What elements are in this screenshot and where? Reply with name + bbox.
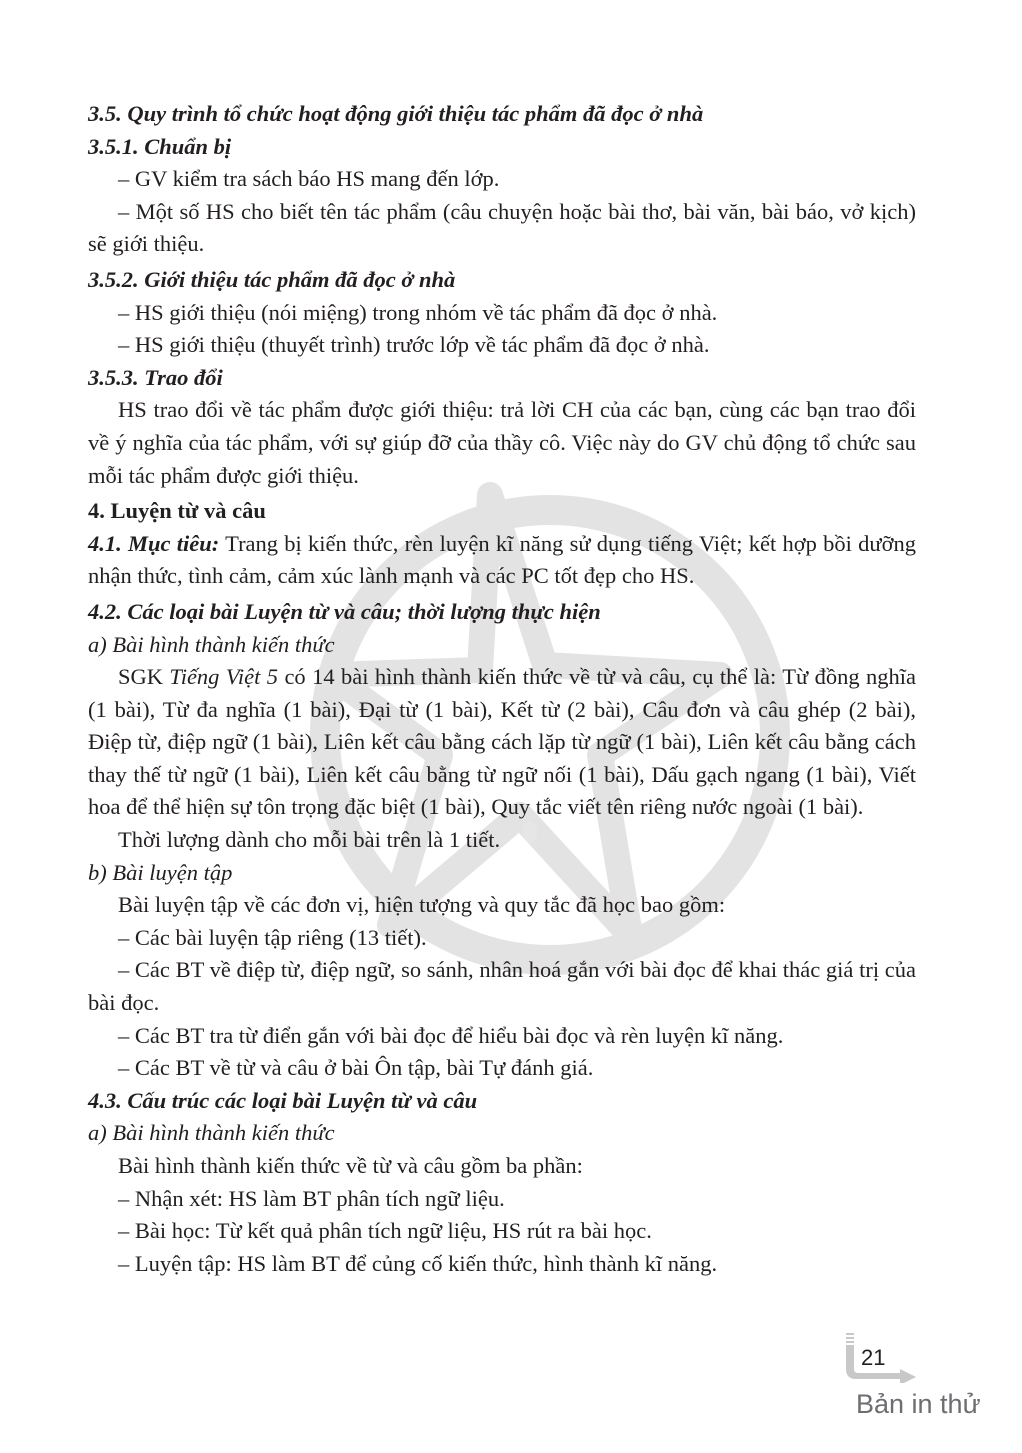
list-item: – Các BT về từ và câu ở bài Ôn tập, bài Tự đánh giá. <box>118 1055 594 1081</box>
para-rest: có 14 bài hình thành kiến thức về từ và câu, cụ thể là: Từ đồng nghĩa (1 bài), Từ đa nghĩa (1 bài), Đại từ (1 bài), Kết từ (2 bài), Câu đơn và câu ghép (2 bài), Điệp từ, điệp ngữ (1 bài), Liên kết câu bằng cách lặp từ ngữ (1 bài), Liên kết câu bằng cách thay thế từ ngữ (1 bài), Liên kết câu bằng từ ngữ nối (1 bài), Dấu gạch ngang (1 bài), Viết hoa để thể hiện sự tôn trọng đặc biệt (1 bài), Quy tắc viết tên riêng nước ngoài (1 bài). <box>88 664 916 820</box>
subheading-a: a) Bài hình thành kiến thức <box>88 631 335 657</box>
subheading-b: b) Bài luyện tập <box>88 859 233 885</box>
heading-4-2: 4.2. Các loại bài Luyện từ và câu; thời lượng thực hiện <box>88 598 601 624</box>
goal-label: 4.1. Mục tiêu: <box>88 530 220 556</box>
paragraph: Bài luyện tập về các đơn vị, hiện tượng và quy tắc đã học bao gồm: <box>118 892 726 918</box>
paragraph <box>88 661 916 824</box>
list-item: – Luyện tập: HS làm BT để củng cố kiến thức, hình thành kĩ năng. <box>118 1250 718 1276</box>
page-number: 21 <box>861 1345 886 1370</box>
para-prefix: SGK <box>118 664 170 690</box>
paragraph: HS trao đổi về tác phẩm được giới thiệu: trả lời CH của các bạn, cùng các bạn trao đổi về ý nghĩa của tác phẩm, với sự giúp đỡ của thầy cô. Việc này do GV chủ động tổ chức sau mỗi tác phẩm được giới thiệu. <box>88 397 916 488</box>
heading-3-5-3: 3.5.3. Trao đổi <box>88 364 223 390</box>
list-item: – Một số HS cho biết tên tác phẩm (câu chuyện hoặc bài thơ, bài văn, bài báo, vở kịch) sẽ giới thiệu. <box>88 198 916 257</box>
list-item: – HS giới thiệu (thuyết trình) trước lớp về tác phẩm đã đọc ở nhà. <box>118 332 710 358</box>
list-item: – Các BT về điệp từ, điệp ngữ, so sánh, nhân hoá gắn với bài đọc để khai thác giá trị của bài đọc. <box>88 957 916 1016</box>
list-item: – Bài học: Từ kết quả phân tích ngữ liệu, HS rút ra bài học. <box>118 1218 652 1244</box>
paragraph: Bài hình thành kiến thức về từ và câu gồm ba phần: <box>118 1153 583 1178</box>
heading-3-5-1: 3.5.1. Chuẩn bị <box>88 133 232 159</box>
list-item: – Nhận xét: HS làm BT phân tích ngữ liệu. <box>118 1185 505 1211</box>
heading-4: 4. Luyện từ và câu <box>88 498 266 524</box>
list-item: – GV kiểm tra sách báo HS mang đến lớp. <box>118 166 500 192</box>
list-item: – Các bài luyện tập riêng (13 tiết). <box>118 924 427 950</box>
list-item: – HS giới thiệu (nói miệng) trong nhóm về tác phẩm đã đọc ở nhà. <box>118 299 718 325</box>
list-item: – Các BT tra từ điển gắn với bài đọc để hiểu bài đọc và rèn luyện kĩ năng. <box>118 1022 784 1048</box>
heading-4-3: 4.3. Cấu trúc các loại bài Luyện từ và câu <box>88 1087 478 1113</box>
subheading-a: a) Bài hình thành kiến thức <box>88 1120 335 1146</box>
goal-paragraph <box>88 528 916 593</box>
proof-label: Bản in thử <box>856 1389 981 1419</box>
book-title: Tiếng Việt 5 <box>169 664 279 690</box>
heading-3-5: 3.5. Quy trình tổ chức hoạt động giới thiệu tác phẩm đã đọc ở nhà <box>88 101 704 126</box>
heading-3-5-2: 3.5.2. Giới thiệu tác phẩm đã đọc ở nhà <box>88 266 456 292</box>
page-content <box>88 98 916 1280</box>
paragraph: Thời lượng dành cho mỗi bài trên là 1 tiết. <box>118 827 501 853</box>
goal-text: Trang bị kiến thức, rèn luyện kĩ năng sử dụng tiếng Việt; kết hợp bồi dưỡng nhận thức, tình cảm, cảm xúc lành mạnh và các PC tốt đẹp cho HS. <box>88 530 916 589</box>
